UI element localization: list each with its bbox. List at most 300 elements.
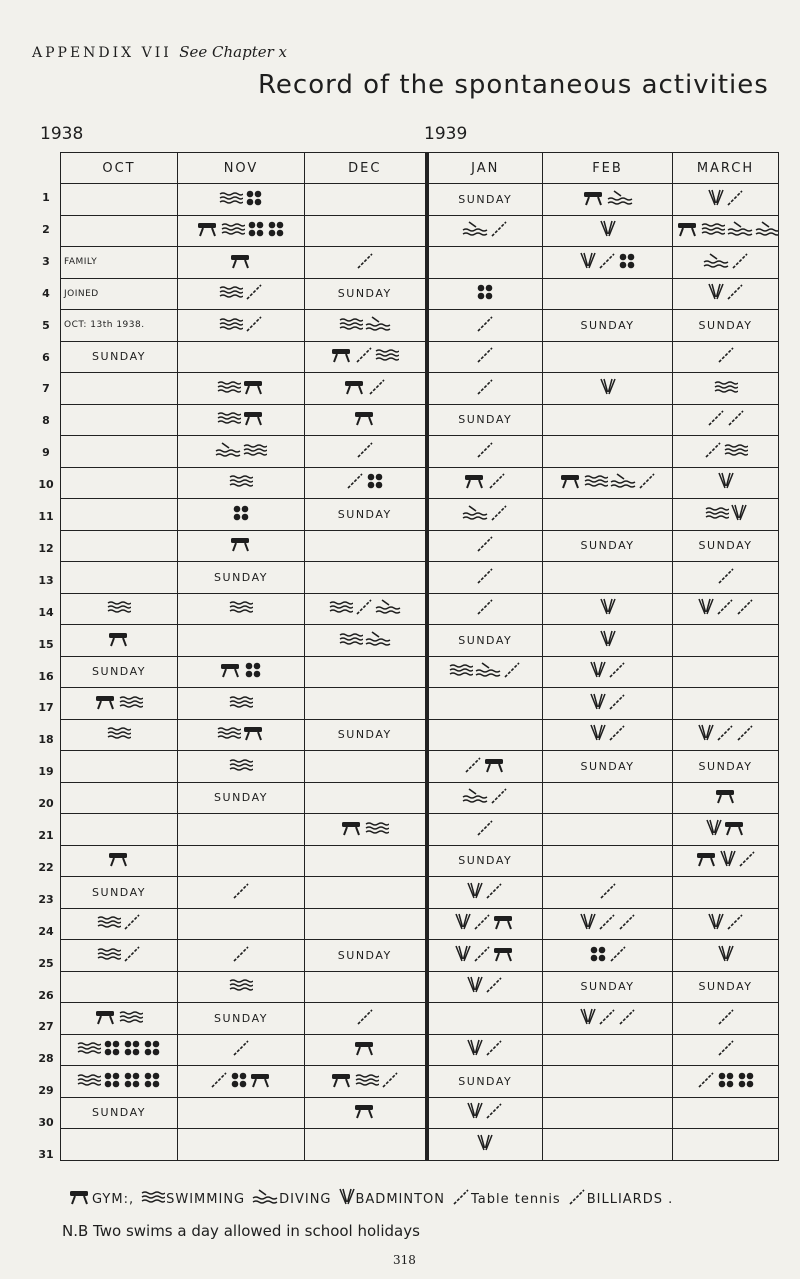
cell-march-7 (673, 373, 779, 405)
cell-nov-13 (178, 562, 305, 594)
swimming-icon (107, 726, 131, 743)
day-number: 25 (38, 956, 54, 970)
cell-feb-17 (543, 688, 673, 720)
table-row (61, 436, 779, 468)
cell-oct-23 (61, 877, 178, 909)
year-1939: 1939 (424, 124, 468, 144)
cell-march-14 (673, 593, 779, 625)
diving-icon (462, 221, 488, 240)
table-tennis-icon (476, 379, 494, 398)
cell-nov-28 (178, 1034, 305, 1066)
cell-jan-12 (427, 530, 543, 562)
cell-oct-30 (61, 1097, 178, 1129)
cell-jan-17 (427, 688, 543, 720)
cell-march-3 (673, 247, 779, 279)
table-tennis-icon (123, 914, 141, 933)
day-number: 8 (42, 414, 50, 428)
billiards-icon (589, 946, 607, 965)
day-number: 17 (38, 701, 54, 715)
cell-march-17 (673, 688, 779, 720)
table-tennis-icon (736, 599, 754, 618)
badminton-icon (467, 1039, 483, 1060)
cell-jan-7 (427, 373, 543, 405)
sunday-label: SUNDAY (458, 413, 513, 427)
sunday-label: SUNDAY (214, 791, 268, 805)
gym-icon (197, 221, 219, 240)
swimming-icon (219, 317, 243, 334)
diving-icon (215, 442, 241, 461)
table-tennis-icon (608, 694, 626, 713)
cell-nov-22 (178, 845, 305, 877)
table-tennis-icon (638, 473, 656, 492)
cell-feb-10 (543, 467, 673, 499)
cell-jan-24 (427, 908, 543, 940)
badminton-icon (600, 220, 616, 241)
col-feb: FEB (543, 153, 673, 184)
table-tennis-icon (609, 946, 627, 965)
cell-jan-14 (427, 593, 543, 625)
cell-oct-25 (61, 940, 178, 972)
cell-nov-11 (178, 499, 305, 531)
table-tennis-icon (618, 1009, 636, 1028)
cell-feb-26 (543, 971, 673, 1003)
cell-dec-15 (305, 625, 427, 657)
cell-jan-5 (427, 310, 543, 342)
badminton-icon (600, 378, 616, 399)
day-number: 16 (38, 669, 54, 683)
table-tennis-icon (490, 505, 508, 524)
cell-oct-28 (61, 1034, 178, 1066)
diving-icon (727, 221, 753, 240)
gym-icon (69, 1189, 91, 1209)
cell-nov-27 (178, 1003, 305, 1035)
cell-dec-10 (305, 467, 427, 499)
cell-dec-8 (305, 404, 427, 436)
sunday-label: SUNDAY (458, 633, 513, 647)
cell-oct-4 (61, 278, 178, 310)
table-tennis-icon (599, 883, 617, 902)
sunday-label: SUNDAY (337, 948, 392, 962)
cell-dec-11 (305, 499, 427, 531)
day-number: 26 (38, 988, 54, 1002)
day-number: 19 (38, 765, 54, 779)
appendix-header (32, 43, 287, 61)
cell-oct-11 (61, 499, 178, 531)
cell-oct-20 (61, 782, 178, 814)
cell-march-6 (673, 341, 779, 373)
gym-icon (230, 253, 252, 272)
cell-dec-31 (305, 1129, 427, 1161)
sunday-label: SUNDAY (580, 980, 635, 994)
cell-nov-15 (178, 625, 305, 657)
cell-feb-15 (543, 625, 673, 657)
table-row (61, 814, 779, 846)
cell-feb-28 (543, 1034, 673, 1066)
cell-oct-12 (61, 530, 178, 562)
table-tennis-icon (618, 914, 636, 933)
table-row (61, 341, 779, 373)
cell-jan-11 (427, 499, 543, 531)
gym-icon (108, 851, 130, 870)
billiards-icon (245, 190, 263, 209)
diving-icon (607, 190, 633, 209)
cell-oct-16 (61, 656, 178, 688)
col-dec: DEC (305, 153, 427, 184)
cell-oct-9 (61, 436, 178, 468)
swimming-icon (119, 695, 143, 712)
legend-label: BILLIARDS . (586, 1191, 674, 1207)
sunday-label: SUNDAY (458, 854, 513, 868)
table-tennis-icon (473, 946, 491, 965)
swimming-icon (77, 1073, 101, 1090)
day-number: 31 (38, 1148, 54, 1161)
swimming-icon (219, 191, 243, 208)
cell-dec-23 (305, 877, 427, 909)
table-tennis-icon (717, 347, 735, 366)
cell-oct-29 (61, 1066, 178, 1098)
badminton-icon (698, 724, 714, 745)
badminton-icon (600, 598, 616, 619)
table-tennis-icon (717, 1009, 735, 1028)
cell-nov-14 (178, 593, 305, 625)
table-tennis-icon (368, 379, 386, 398)
table-body (61, 184, 779, 1161)
sunday-label: SUNDAY (214, 1011, 268, 1025)
swimming-icon (449, 663, 473, 680)
cell-dec-27 (305, 1003, 427, 1035)
cell-oct-31 (61, 1129, 178, 1161)
billiards-icon (123, 1072, 141, 1091)
cell-feb-18 (543, 719, 673, 751)
day-number: 21 (38, 829, 54, 842)
gym-icon (493, 946, 515, 965)
cell-dec-20 (305, 782, 427, 814)
cell-oct-1 (61, 184, 178, 216)
gym-icon (354, 1040, 376, 1059)
cell-oct-17 (61, 688, 178, 720)
swimming-icon (329, 600, 353, 617)
sunday-label: SUNDAY (698, 759, 753, 773)
table-tennis-icon (476, 347, 494, 366)
cell-march-18 (673, 719, 779, 751)
billiards-icon (123, 1040, 141, 1059)
cell-dec-13 (305, 562, 427, 594)
badminton-icon (455, 945, 471, 966)
sunday-label: SUNDAY (698, 980, 753, 994)
cell-oct-5 (61, 310, 178, 342)
cell-nov-7 (178, 373, 305, 405)
badminton-icon (590, 693, 606, 714)
table-tennis-icon (488, 473, 506, 492)
cell-jan-22 (427, 845, 543, 877)
cell-feb-7 (543, 373, 673, 405)
cell-march-19 (673, 751, 779, 783)
gym-icon (331, 1072, 353, 1091)
cell-nov-20 (178, 782, 305, 814)
cell-dec-6 (305, 341, 427, 373)
table-row (61, 215, 779, 247)
table-tennis-icon (697, 1072, 715, 1091)
billiards-icon (247, 221, 265, 240)
day-number: 4 (42, 286, 50, 300)
cell-jan-25 (427, 940, 543, 972)
cell-oct-14 (61, 593, 178, 625)
badminton-icon (580, 1008, 596, 1029)
cell-nov-30 (178, 1097, 305, 1129)
cell-march-30 (673, 1097, 779, 1129)
day-number: 5 (42, 318, 50, 332)
sunday-label: SUNDAY (337, 287, 392, 301)
badminton-icon (708, 913, 724, 934)
cell-march-27 (673, 1003, 779, 1035)
gym-icon (583, 190, 605, 209)
table-row (61, 688, 779, 720)
cell-feb-16 (543, 656, 673, 688)
billiards-icon (143, 1040, 161, 1059)
cell-oct-18 (61, 719, 178, 751)
gym-icon (464, 473, 486, 492)
swimming-icon (217, 726, 241, 743)
table-tennis-icon (704, 442, 722, 461)
table-tennis-icon (476, 442, 494, 461)
cell-nov-8 (178, 404, 305, 436)
cell-jan-26 (427, 971, 543, 1003)
table-tennis-icon (485, 1103, 503, 1122)
cell-march-22 (673, 845, 779, 877)
badminton-icon (477, 1134, 493, 1155)
cell-march-11 (673, 499, 779, 531)
table-row (61, 247, 779, 279)
swimming-icon (221, 222, 245, 239)
cell-oct-24 (61, 908, 178, 940)
table-row (61, 530, 779, 562)
cell-feb-4 (543, 278, 673, 310)
cell-feb-11 (543, 499, 673, 531)
cell-oct-2 (61, 215, 178, 247)
gym-icon (95, 694, 117, 713)
cell-feb-6 (543, 341, 673, 373)
cell-oct-8 (61, 404, 178, 436)
cell-dec-16 (305, 656, 427, 688)
gym-icon (243, 379, 265, 398)
cell-oct-27 (61, 1003, 178, 1035)
badminton-icon (718, 472, 734, 493)
page-title: Record of the spontaneous activities (258, 70, 769, 100)
sunday-label: SUNDAY (337, 728, 392, 742)
swimming-icon (724, 443, 748, 460)
gym-icon (220, 662, 242, 681)
cell-nov-4 (178, 278, 305, 310)
billiards-icon (737, 1072, 755, 1091)
badminton-icon (580, 913, 596, 934)
month-header-row (61, 153, 779, 184)
badminton-icon (590, 661, 606, 682)
cell-jan-4 (427, 278, 543, 310)
cell-oct-10 (61, 467, 178, 499)
gym-icon (108, 631, 130, 650)
cell-feb-19 (543, 751, 673, 783)
table-tennis-icon (485, 883, 503, 902)
swimming-icon (107, 600, 131, 617)
cell-jan-13 (427, 562, 543, 594)
gym-icon (341, 820, 363, 839)
cell-march-21 (673, 814, 779, 846)
table-tennis-icon (568, 1189, 586, 1209)
table-tennis-icon (726, 190, 744, 209)
table-tennis-icon (346, 473, 364, 492)
table-tennis-icon (717, 1040, 735, 1059)
cell-feb-2 (543, 215, 673, 247)
day-number: 3 (42, 254, 50, 268)
table-tennis-icon (726, 914, 744, 933)
table-tennis-icon (355, 599, 373, 618)
diving-icon (703, 253, 729, 272)
gym-icon (724, 820, 746, 839)
billiards-icon (476, 284, 494, 303)
swimming-icon (229, 695, 253, 712)
diving-icon (462, 788, 488, 807)
cell-jan-19 (427, 751, 543, 783)
swimming-icon (229, 758, 253, 775)
cell-feb-22 (543, 845, 673, 877)
cell-nov-1 (178, 184, 305, 216)
sunday-label: SUNDAY (214, 570, 268, 584)
table-tennis-icon (707, 410, 725, 429)
swimming-icon (217, 411, 241, 428)
cell-feb-9 (543, 436, 673, 468)
table-tennis-icon (490, 221, 508, 240)
cell-feb-20 (543, 782, 673, 814)
cell-feb-5 (543, 310, 673, 342)
table-tennis-icon (476, 536, 494, 555)
cell-dec-14 (305, 593, 427, 625)
cell-dec-12 (305, 530, 427, 562)
table-tennis-icon (738, 851, 756, 870)
cell-march-15 (673, 625, 779, 657)
table-tennis-icon (245, 284, 263, 303)
table-row (61, 625, 779, 657)
swimming-icon (339, 317, 363, 334)
cell-nov-31 (178, 1129, 305, 1161)
gym-icon (331, 347, 353, 366)
sunday-label: SUNDAY (92, 885, 146, 899)
table-tennis-icon (356, 1009, 374, 1028)
cell-dec-29 (305, 1066, 427, 1098)
cell-jan-28 (427, 1034, 543, 1066)
table-tennis-icon (731, 253, 749, 272)
diving-icon (365, 316, 391, 335)
cell-nov-19 (178, 751, 305, 783)
cell-feb-12 (543, 530, 673, 562)
swimming-icon (705, 506, 729, 523)
cell-feb-27 (543, 1003, 673, 1035)
badminton-icon (339, 1188, 355, 1210)
table-row (61, 467, 779, 499)
cell-march-23 (673, 877, 779, 909)
cell-dec-30 (305, 1097, 427, 1129)
cell-march-2 (673, 215, 779, 247)
day-number: 28 (38, 1052, 54, 1066)
day-number: 30 (38, 1116, 54, 1130)
cell-dec-5 (305, 310, 427, 342)
gym-icon (243, 410, 265, 429)
swimming-icon (584, 474, 608, 491)
badminton-icon (600, 630, 616, 651)
day-number: 2 (42, 222, 50, 236)
day-number: 1 (42, 191, 50, 204)
cell-jan-18 (427, 719, 543, 751)
swimming-icon (141, 1190, 165, 1208)
badminton-icon (698, 598, 714, 619)
table-row (61, 877, 779, 909)
cell-dec-28 (305, 1034, 427, 1066)
cell-jan-16 (427, 656, 543, 688)
cell-dec-4 (305, 278, 427, 310)
cell-dec-18 (305, 719, 427, 751)
table-tennis-icon (485, 977, 503, 996)
day-number: 24 (38, 924, 54, 938)
cell-feb-24 (543, 908, 673, 940)
billiards-icon (267, 221, 285, 240)
cell-oct-13 (61, 562, 178, 594)
cell-oct-6 (61, 341, 178, 373)
cell-nov-6 (178, 341, 305, 373)
cell-march-24 (673, 908, 779, 940)
table-tennis-icon (356, 253, 374, 272)
page-number: 318 (393, 1253, 416, 1267)
gym-icon (230, 536, 252, 555)
col-nov: NOV (178, 153, 305, 184)
table-row (61, 562, 779, 594)
legend-label: Table tennis (471, 1191, 561, 1207)
cell-march-10 (673, 467, 779, 499)
cell-dec-3 (305, 247, 427, 279)
table-tennis-icon (473, 914, 491, 933)
badminton-icon (467, 976, 483, 997)
gym-icon (715, 788, 737, 807)
day-number: 6 (42, 350, 50, 364)
day-number: 18 (38, 733, 54, 747)
cell-jan-9 (427, 436, 543, 468)
table-tennis-icon (598, 1009, 616, 1028)
cell-march-31 (673, 1129, 779, 1161)
table-row (61, 971, 779, 1003)
cell-nov-18 (178, 719, 305, 751)
swimming-icon (243, 443, 267, 460)
day-number: 7 (42, 382, 50, 396)
sunday-label: SUNDAY (698, 318, 753, 332)
cell-march-16 (673, 656, 779, 688)
cell-nov-17 (178, 688, 305, 720)
table-tennis-icon (716, 725, 734, 744)
badminton-icon (455, 913, 471, 934)
billiards-icon (717, 1072, 735, 1091)
cell-dec-26 (305, 971, 427, 1003)
day-number: 20 (38, 797, 54, 811)
day-number: 10 (38, 478, 54, 492)
table-tennis-icon (598, 914, 616, 933)
sunday-label: SUNDAY (458, 192, 513, 206)
billiards-icon (232, 505, 250, 524)
cell-dec-17 (305, 688, 427, 720)
table-tennis-icon (245, 316, 263, 335)
cell-jan-31 (427, 1129, 543, 1161)
gym-icon (493, 914, 515, 933)
cell-dec-1 (305, 184, 427, 216)
table-row (61, 404, 779, 436)
cell-oct-19 (61, 751, 178, 783)
legend-label: SWIMMING (166, 1191, 246, 1207)
